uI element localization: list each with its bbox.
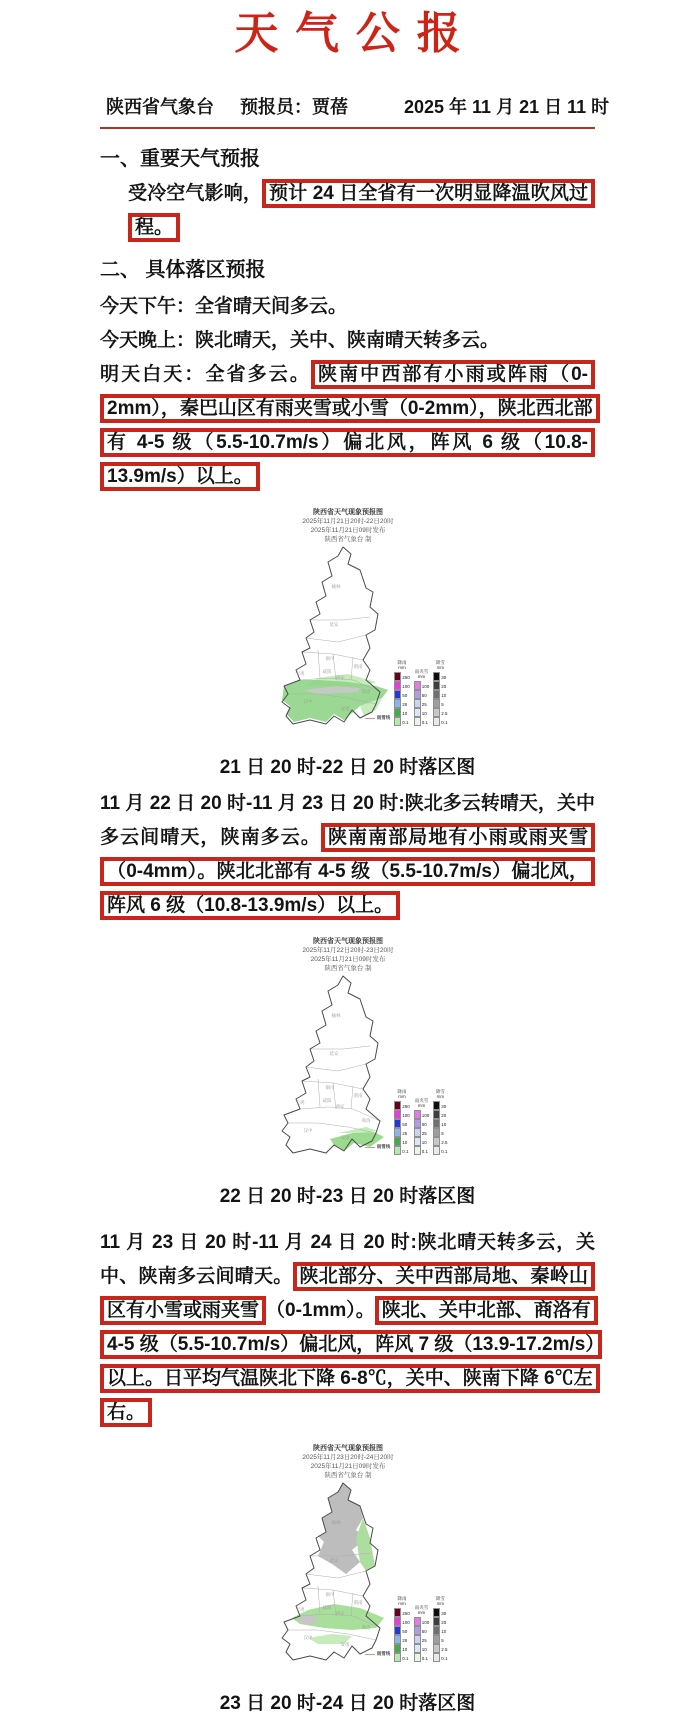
- legend-bar-snow: 降雪 mm 30 20 10 5 2.5 0.1: [433, 661, 447, 726]
- day22-highlight: 陕南南部局地有小雨或雨夹雪（0-4mm）。陕北北部有 4-5 级（5.5-10.7m/s）偏北风，阵风 6 级（10.8-13.9m/s）以上。: [100, 823, 595, 920]
- forecast-day23: [100, 1226, 595, 1430]
- map-figure-1: [248, 502, 448, 740]
- page-title: 天气公报: [234, 9, 478, 58]
- important-forecast-paragraph: [100, 177, 595, 245]
- map1-maker: 陕西省气象台 制: [323, 535, 372, 543]
- precipitation-legend: [365, 1090, 448, 1155]
- map3-maker: 陕西省气象台 制: [323, 1471, 372, 1479]
- svg-text:咸阳: 咸阳: [322, 668, 331, 674]
- legend-bar-sleet: 雨夹雪 mm 100 50 25 10 0.1: [414, 668, 430, 726]
- svg-text:榆林: 榆林: [331, 1012, 340, 1018]
- day22-lead: 11 月 22 日 20 时-11 月 23 日 20 时:陕北多云转晴天，关中多云间晴天，陕南多云。: [100, 792, 595, 848]
- map-figure-3: [248, 1438, 448, 1676]
- forecast-tonight: 今天晚上：陕北晴天，关中、陕南晴天转多云。: [100, 329, 500, 351]
- map1-issued: 2025年11月21日09时发布: [310, 526, 385, 534]
- svg-text:西安: 西安: [335, 674, 344, 680]
- day23-lead: 11 月 23 日 20 时-11 月 24 日 20 时:陕北晴天转多云，关中、陕南多云间晴天。: [100, 1231, 595, 1287]
- rain-snow-line-icon: [365, 1654, 375, 1655]
- map3-caption: 23 日 20 时-24 日 20 时落区图: [219, 1692, 476, 1714]
- svg-text:榆林: 榆林: [331, 1519, 340, 1525]
- map1-title: 陕西省天气现象预报图: [312, 508, 383, 516]
- tomorrow-highlight: 陕南中西部有小雨或阵雨（0-2mm），秦巴山区有雨夹雪或小雪（0-2mm），陕北西北部有 4-5 级（5.5-10.7m/s）偏北风，阵风 6 级（10.8-13.9m/s）以上。: [100, 360, 600, 491]
- svg-text:汉中: 汉中: [303, 698, 312, 704]
- forecast-tomorrow: [100, 358, 595, 494]
- svg-text:汉中: 汉中: [303, 1634, 312, 1640]
- forecast-afternoon: 今天下午：全省晴天间多云。: [100, 295, 348, 317]
- svg-text:延安: 延安: [329, 1050, 338, 1056]
- forecast-day22: [100, 787, 595, 923]
- day23-highlight-2: 陕北、关中北部、商洛有 4-5 级（5.5-10.7m/s）偏北风，阵风 7 级（13.9-17.2m/s）以上。日平均气温陕北下降 6-8℃，关中、陕南下降 6℃左右。: [100, 1296, 602, 1427]
- map2-title: 陕西省天气现象预报图: [312, 937, 383, 945]
- svg-text:商洛: 商洛: [361, 1117, 370, 1123]
- map2-caption: 22 日 20 时-23 日 20 时落区图: [219, 1185, 476, 1207]
- rain-snow-line-legend: 雨雪线: [365, 1652, 391, 1657]
- tomorrow-lead: 明天白天：全省多云。: [100, 363, 311, 385]
- rain-snow-line-icon: [365, 718, 375, 719]
- map2-maker: 陕西省气象台 制: [323, 964, 372, 972]
- map3-period: 2025年11月23日20时-24日20时: [301, 1453, 394, 1461]
- svg-text:铜川: 铜川: [325, 1084, 334, 1090]
- precipitation-legend: [365, 1597, 448, 1662]
- legend-bar-rain: 降雨 mm 250 100 50 25 10 0.1: [394, 1597, 410, 1662]
- svg-text:铜川: 铜川: [325, 655, 334, 661]
- day23-highlight-1: 陕北部分、关中西部局地、秦岭山区有小雪或雨夹雪: [100, 1262, 595, 1325]
- svg-text:渭南: 渭南: [353, 1092, 362, 1098]
- section-2-heading: 二、 具体落区预报: [100, 258, 266, 281]
- map1-caption: 21 日 20 时-22 日 20 时落区图: [219, 756, 476, 778]
- svg-text:咸阳: 咸阳: [322, 1097, 331, 1103]
- rain-snow-line-legend: 雨雪线: [365, 716, 391, 721]
- map3-issued: 2025年11月21日09时发布: [310, 1462, 385, 1470]
- svg-text:安康: 安康: [340, 1641, 349, 1647]
- svg-text:延安: 延安: [329, 621, 338, 627]
- svg-text:汉中: 汉中: [303, 1127, 312, 1133]
- legend-bar-snow: 降雪 mm 30 20 10 5 2.5 0.1: [433, 1597, 447, 1662]
- legend-bar-rain: 降雨 mm 250 100 50 25 10 0.1: [394, 661, 410, 726]
- legend-bar-sleet: 雨夹雪 mm 100 50 25 10 0.1: [414, 1604, 430, 1662]
- svg-text:渭南: 渭南: [353, 663, 362, 669]
- svg-text:榆林: 榆林: [331, 583, 340, 589]
- precipitation-legend: [365, 661, 448, 726]
- svg-text:商洛: 商洛: [361, 1624, 370, 1630]
- svg-text:安康: 安康: [340, 1134, 349, 1140]
- important-highlight: 预计 24 日全省有一次明显降温吹风过程。: [128, 179, 595, 242]
- svg-text:安康: 安康: [340, 705, 349, 711]
- svg-text:渭南: 渭南: [353, 1599, 362, 1605]
- map2-period: 2025年11月22日20时-23日20时: [301, 946, 394, 954]
- svg-text:咸阳: 咸阳: [322, 1604, 331, 1610]
- map3-title: 陕西省天气现象预报图: [312, 1444, 383, 1452]
- legend-bar-sleet: 雨夹雪 mm 100 50 25 10 0.1: [414, 1097, 430, 1155]
- svg-text:铜川: 铜川: [325, 1591, 334, 1597]
- svg-text:延安: 延安: [329, 1557, 338, 1563]
- section-1-heading: 一、重要天气预报: [100, 147, 260, 170]
- svg-text:宝鸡: 宝鸡: [295, 1606, 304, 1612]
- issue-datetime: 2025 年 11 月 21 日 11 时: [404, 96, 610, 117]
- document-header: [100, 93, 610, 129]
- rain-snow-line-icon: [365, 1147, 375, 1148]
- snow-patch-hanzhong: [299, 1615, 317, 1625]
- svg-text:宝鸡: 宝鸡: [295, 1099, 304, 1105]
- important-lead: 受冷空气影响，: [128, 182, 262, 204]
- svg-text:商洛: 商洛: [361, 688, 370, 694]
- agency-name: 陕西省气象台: [106, 96, 214, 117]
- map2-issued: 2025年11月21日09时发布: [310, 955, 385, 963]
- legend-bar-rain: 降雨 mm 250 100 50 25 10 0.1: [394, 1090, 410, 1155]
- rain-snow-line-legend: 雨雪线: [365, 1145, 391, 1150]
- svg-text:西安: 西安: [335, 1103, 344, 1109]
- svg-text:宝鸡: 宝鸡: [295, 670, 304, 676]
- svg-text:西安: 西安: [335, 1610, 344, 1616]
- map-figure-2: [248, 931, 448, 1169]
- legend-bar-snow: 降雪 mm 30 20 10 5 2.5 0.1: [433, 1090, 447, 1155]
- map1-period: 2025年11月21日20时-22日20时: [301, 517, 394, 525]
- day23-mid: （0-1mm）。: [266, 1299, 375, 1321]
- forecaster-name: 预报员：贾蓓: [240, 96, 348, 117]
